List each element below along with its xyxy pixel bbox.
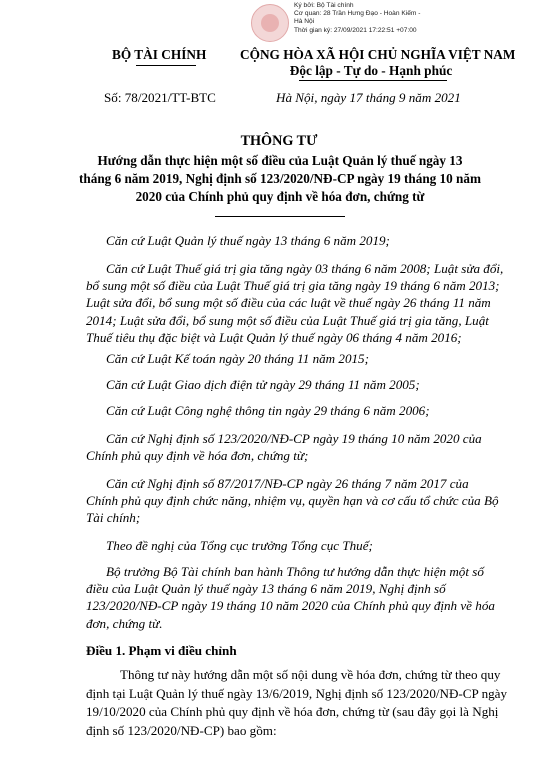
signature-signer: Ký bởi: Bộ Tài chính [294, 2, 354, 9]
article-1-line: định số 123/2020/NĐ-CP) bao gồm: [86, 722, 277, 738]
nation-name: CỘNG HÒA XÃ HỘI CHỦ NGHĨA VIỆT NAM [240, 47, 516, 62]
place-date: Hà Nội, ngày 17 tháng 9 năm 2021 [276, 90, 461, 105]
subject-divider [215, 216, 345, 217]
preamble-line: Chính phủ quy định về hóa đơn, chứng từ; [86, 448, 309, 464]
digital-signature-seal [251, 4, 289, 42]
preamble-line: Thuế tiêu thụ đặc biệt và Luật Quản lý thuế ngày 06 tháng 4 năm 2016; [86, 329, 462, 345]
document-number: Số: 78/2021/TT-BTC [104, 90, 216, 105]
ministry-underline [136, 65, 196, 66]
preamble-line: Tài chính; [86, 510, 141, 526]
preamble-line: Chính phủ quy định chức năng, nhiệm vụ, quyền hạn và cơ cấu tổ chức của Bộ [86, 493, 499, 509]
preamble-line: Căn cứ Luật Giao dịch điện tử ngày 29 tháng 11 năm 2005; [106, 377, 420, 392]
motto-underline [299, 80, 447, 81]
preamble-paragraph [86, 376, 502, 393]
document-subject [60, 152, 500, 205]
motto: Độc lập - Tự do - Hạnh phúc [289, 63, 453, 78]
preamble-line: Căn cứ Luật Thuế giá trị gia tăng ngày 03 tháng 6 năm 2008; Luật sửa đổi, [106, 261, 504, 276]
preamble-line: điều của Luật Quản lý thuế ngày 13 tháng 6 năm 2019, Nghị định số [86, 581, 446, 597]
ministry-name: BỘ TÀI CHÍNH [112, 47, 207, 62]
article-1-title: Điều 1. Phạm vi điều chỉnh [86, 643, 237, 658]
article-1-line: Thông tư này hướng dẫn một số nội dung về hóa đơn, chứng từ theo quy [120, 667, 501, 682]
preamble-line: 2014; Luật sửa đổi, bổ sung một số điều của Luật Thuế giá trị gia tăng, Luật [86, 312, 489, 328]
preamble-line: Theo đề nghị của Tổng cục trưởng Tổng cục Thuế; [106, 538, 373, 553]
preamble-paragraph [86, 232, 502, 249]
subject-line: 2020 của Chính phủ quy định về hóa đơn, chứng từ [135, 188, 425, 204]
preamble-paragraph [86, 260, 502, 346]
article-1-line: định tại Luật Quản lý thuế ngày 13/6/2019, Nghị định số 123/2020/NĐ-CP ngày [86, 685, 508, 701]
preamble-line: Căn cứ Luật Quản lý thuế ngày 13 tháng 6 năm 2019; [106, 233, 390, 248]
signature-agency: Cơ quan: 28 Trần Hưng Đạo - Hoàn Kiếm - [294, 10, 421, 18]
preamble-line: 123/2020/NĐ-CP ngày 19 tháng 10 năm 2020 của Chính phủ quy định về hóa [86, 598, 495, 614]
subject-line: tháng 6 năm 2019, Nghị định số 123/2020/NĐ-CP ngày 19 tháng 10 năm [79, 170, 481, 186]
preamble-line: Luật sửa đổi, bổ sung một số điều của các luật về thuế ngày 26 tháng 11 năm [86, 295, 491, 311]
preamble-line: Căn cứ Luật Công nghệ thông tin ngày 29 tháng 6 năm 2006; [106, 403, 430, 418]
preamble-paragraph [86, 537, 502, 554]
article-1-body [86, 666, 508, 740]
subject-line: Hướng dẫn thực hiện một số điều của Luật Quản lý thuế ngày 13 [97, 153, 463, 168]
digital-signature-info [294, 2, 420, 35]
preamble-paragraph [86, 430, 502, 464]
preamble-line: Bộ trưởng Bộ Tài chính ban hành Thông tư hướng dẫn thực hiện một số [106, 564, 484, 579]
preamble-paragraph [86, 350, 502, 367]
signature-time: Thời gian ký: 27/09/2021 17:22:51 +07:00 [294, 26, 417, 34]
preamble-line: Căn cứ Nghị định số 87/2017/NĐ-CP ngày 26 tháng 7 năm 2017 của [106, 476, 469, 491]
preamble-line: đơn, chứng từ. [86, 615, 163, 631]
preamble-paragraph [86, 402, 502, 419]
preamble-line: Căn cứ Nghị định số 123/2020/NĐ-CP ngày 19 tháng 10 năm 2020 của [106, 431, 482, 446]
preamble-line: bổ sung một số điều của Luật Thuế giá trị gia tăng ngày 19 tháng 6 năm 2013; [86, 278, 500, 294]
signature-city: Hà Nội [294, 18, 315, 26]
document-type: THÔNG TƯ [240, 133, 318, 149]
preamble-line: Căn cứ Luật Kế toán ngày 20 tháng 11 năm 2015; [106, 351, 369, 366]
article-1-line: 19/10/2020 của Chính phủ quy định về hóa đơn, chứng từ (sau đây gọi là Nghị [86, 704, 499, 719]
preamble-paragraph [86, 475, 502, 527]
preamble-paragraph [86, 563, 502, 632]
